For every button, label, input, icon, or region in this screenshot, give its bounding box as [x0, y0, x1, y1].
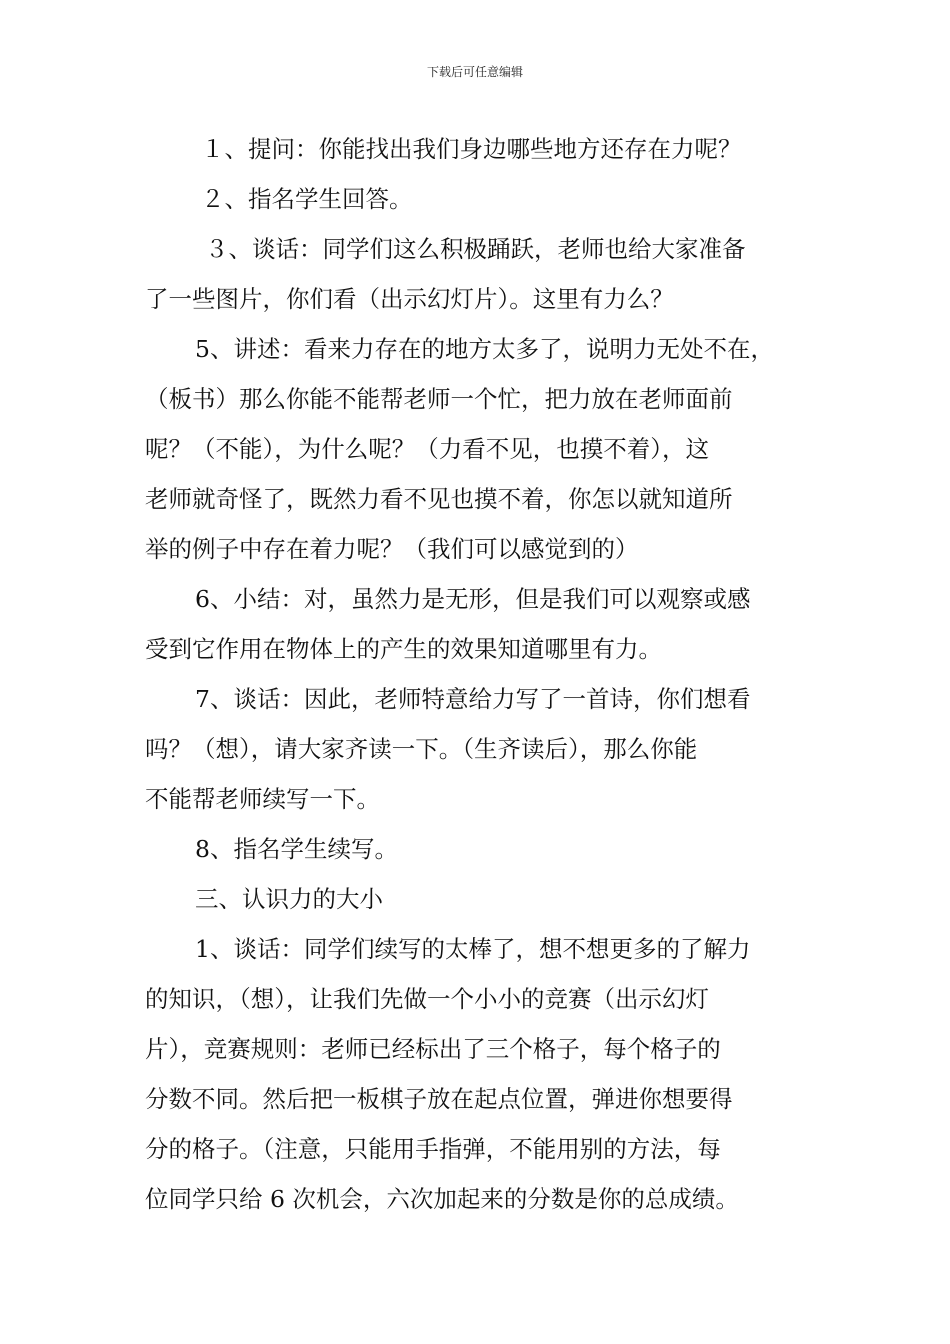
paragraph-line: 位同学只给 6 次机会，六次加起来的分数是你的总成绩。 [145, 1185, 739, 1213]
paragraph-line: ２、指名学生回答。 [201, 185, 413, 213]
paragraph-line: 的知识，（想），让我们先做一个小小的竞赛（出示幻灯 [145, 985, 709, 1013]
paragraph-line: 分的格子。（注意，只能用手指弹，不能用别的方法，每 [145, 1135, 721, 1163]
paragraph-line: 片），竞赛规则：老师已经标出了三个格子，每个格子的 [145, 1035, 721, 1063]
paragraph-line: 了一些图片，你们看（出示幻灯片）。这里有力么？ [145, 285, 674, 313]
paragraph-line: 分数不同。然后把一板棋子放在起点位置，弹进你想要得 [145, 1085, 733, 1113]
section-heading: 三、认识力的大小 [195, 885, 383, 913]
paragraph-line: １、提问：你能找出我们身边哪些地方还存在力呢？ [201, 135, 742, 163]
paragraph-line: （板书）那么你能不能帮老师一个忙，把力放在老师面前 [145, 385, 733, 413]
paragraph-line: 7、谈话：因此，老师特意给力写了一首诗，你们想看 [195, 685, 751, 713]
paragraph-line: 举的例子中存在着力呢？（我们可以感觉到的） [145, 535, 639, 563]
page-header: 下载后可任意编辑 [426, 65, 523, 79]
paragraph-line: 8、指名学生续写。 [195, 835, 398, 863]
paragraph-line: 老师就奇怪了，既然力看不见也摸不着，你怎以就知道所 [145, 485, 733, 513]
paragraph-line: 6、小结：对，虽然力是无形，但是我们可以观察或感 [195, 585, 751, 613]
paragraph-line: 不能帮老师续写一下。 [145, 785, 380, 813]
paragraph-line: ３、谈话：同学们这么积极踊跃，老师也给大家准备 [205, 235, 746, 263]
document-body [145, 124, 813, 1224]
paragraph-line: 呢？（不能），为什么呢？（力看不见，也摸不着），这 [145, 435, 709, 463]
paragraph-line: 5、讲述：看来力存在的地方太多了，说明力无处不在， [195, 335, 774, 363]
paragraph-line: 吗？（想），请大家齐读一下。（生齐读后），那么你能 [145, 735, 698, 763]
paragraph-line: 受到它作用在物体上的产生的效果知道哪里有力。 [145, 635, 662, 663]
paragraph-line: 1、谈话：同学们续写的太棒了，想不想更多的了解力 [195, 935, 751, 963]
